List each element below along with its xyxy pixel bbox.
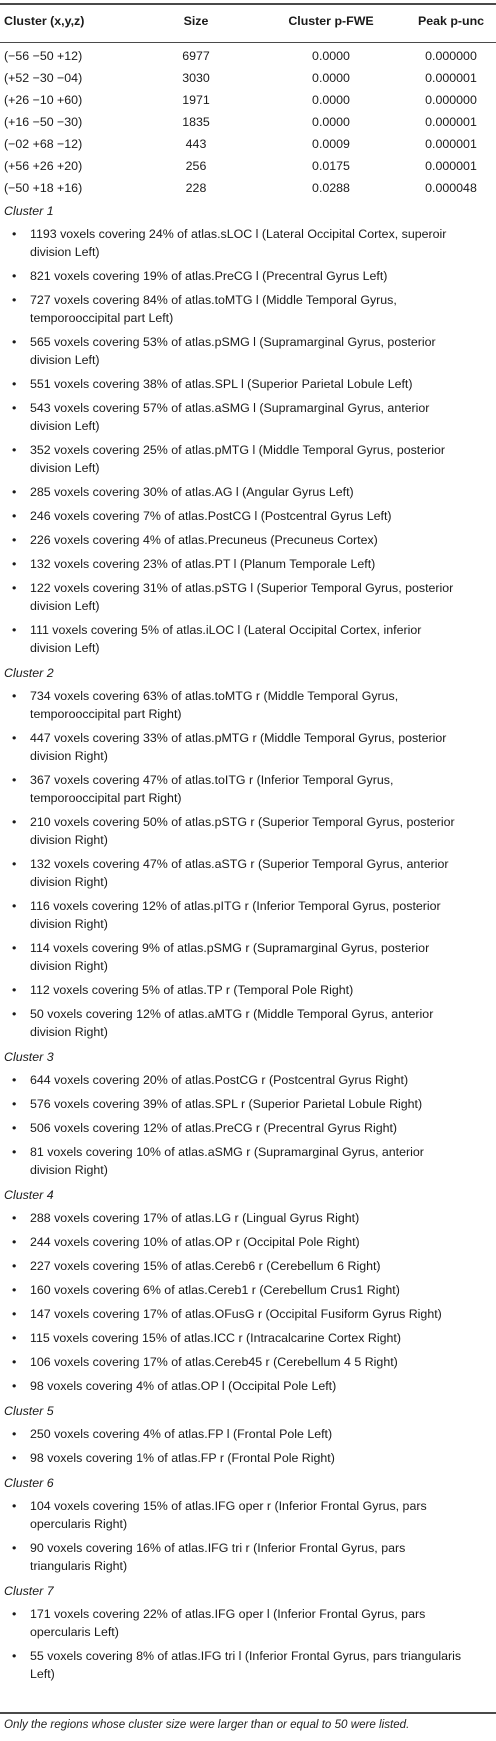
region-list-item: • 226 voxels covering 4% of atlas.Precuneus (Precuneus Cortex) [0,529,496,553]
region-list-item: • 122 voxels covering 31% of atlas.pSTG l (Superior Temporal Gyrus, posterior division Left) [0,577,496,619]
region-list-item: • 727 voxels covering 84% of atlas.toMTG l (Middle Temporal Gyrus, temporooccipital part Left) [0,289,496,331]
region-list-item: • 50 voxels covering 12% of atlas.aMTG r (Middle Temporal Gyrus, anterior division Right) [0,1003,496,1045]
cell-cluster-pfwe: 0.0000 [312,93,350,107]
region-list-item: • 116 voxels covering 12% of atlas.pITG r (Inferior Temporal Gyrus, posterior division Right) [0,895,496,937]
region-list-item: • 132 voxels covering 47% of atlas.aSTG r (Superior Temporal Gyrus, anterior division Right) [0,853,496,895]
region-list-item: • 147 voxels covering 17% of atlas.OFusG r (Occipital Fusiform Gyrus Right) [0,1303,496,1327]
region-list-item: • 132 voxels covering 23% of atlas.PT l (Planum Temporale Left) [0,553,496,577]
region-list-item: • 543 voxels covering 57% of atlas.aSMG l (Supramarginal Gyrus, anterior division Left) [0,397,496,439]
cell-peak-punc: 0.000001 [425,71,477,85]
cell-size: 228 [185,181,207,195]
cell-cluster-pfwe: 0.0000 [312,49,350,63]
region-list-item: • 447 voxels covering 33% of atlas.pMTG r (Middle Temporal Gyrus, posterior division Right) [0,727,496,769]
bottom-rule [0,1712,496,1714]
table-row [0,134,496,156]
region-list-item: • 506 voxels covering 12% of atlas.PreCG r (Precentral Gyrus Right) [0,1117,496,1141]
cell-cluster-coords: (−50 +18 +16) [4,181,83,195]
region-list-item: • 106 voxels covering 17% of atlas.Cereb45 r (Cerebellum 4 5 Right) [0,1351,496,1375]
region-list-item: • 112 voxels covering 5% of atlas.TP r (Temporal Pole Right) [0,979,496,1003]
cell-cluster-pfwe: 0.0288 [312,181,350,195]
region-list-item: • 210 voxels covering 50% of atlas.pSTG r (Superior Temporal Gyrus, posterior division Right) [0,811,496,853]
header-cluster-pfwe: Cluster p-FWE [288,14,374,28]
cell-cluster-coords: (+56 +26 +20) [4,159,83,173]
cell-peak-punc: 0.000001 [425,137,477,151]
cell-cluster-coords: (+52 −30 −04) [4,71,83,85]
table-row [0,68,496,90]
region-list-item: • 90 voxels covering 16% of atlas.IFG tri r (Inferior Frontal Gyrus, pars triangularis Right) [0,1537,496,1579]
cell-size: 443 [185,137,207,151]
header-rule [0,42,496,43]
cluster-group-title: Cluster 7 [4,1584,54,1598]
cluster-group-title: Cluster 2 [4,666,54,680]
region-list-item: • 576 voxels covering 39% of atlas.SPL r (Superior Parietal Lobule Right) [0,1093,496,1117]
region-list-item: • 250 voxels covering 4% of atlas.FP l (Frontal Pole Left) [0,1423,496,1447]
region-list-item: • 160 voxels covering 6% of atlas.Cereb1 r (Cerebellum Crus1 Right) [0,1279,496,1303]
region-list-item: • 551 voxels covering 38% of atlas.SPL l (Superior Parietal Lobule Left) [0,373,496,397]
cell-size: 1971 [182,93,210,107]
region-list-item: • 734 voxels covering 63% of atlas.toMTG r (Middle Temporal Gyrus, temporooccipital part Right) [0,685,496,727]
region-list-item: • 246 voxels covering 7% of atlas.PostCG l (Postcentral Gyrus Left) [0,505,496,529]
region-list-item: • 55 voxels covering 8% of atlas.IFG tri l (Inferior Frontal Gyrus, pars triangularis Left) [0,1645,496,1687]
table-header [0,4,496,40]
region-list-item: • 111 voxels covering 5% of atlas.iLOC l (Lateral Occipital Cortex, inferior division Left) [0,619,496,661]
region-list-item: • 98 voxels covering 1% of atlas.FP r (Frontal Pole Right) [0,1447,496,1471]
region-list-item: • 244 voxels covering 10% of atlas.OP r (Occipital Pole Right) [0,1231,496,1255]
region-list-item: • 227 voxels covering 15% of atlas.Cereb6 r (Cerebellum 6 Right) [0,1255,496,1279]
cell-cluster-pfwe: 0.0009 [312,137,350,151]
cell-peak-punc: 0.000048 [425,181,477,195]
region-list-item: • 644 voxels covering 20% of atlas.PostCG r (Postcentral Gyrus Right) [0,1069,496,1093]
region-list-item: • 821 voxels covering 19% of atlas.PreCG l (Precentral Gyrus Left) [0,265,496,289]
table-row [0,112,496,134]
region-list-item: • 285 voxels covering 30% of atlas.AG l (Angular Gyrus Left) [0,481,496,505]
cell-peak-punc: 0.000001 [425,159,477,173]
cell-size: 3030 [182,71,210,85]
header-peak-punc: Peak p-unc [417,14,485,28]
cluster-group-title: Cluster 6 [4,1476,54,1490]
cell-size: 1835 [182,115,210,129]
cluster-group-title: Cluster 5 [4,1404,54,1418]
cell-peak-punc: 0.000001 [425,115,477,129]
table-row [0,46,496,68]
cell-peak-punc: 0.000000 [425,93,477,107]
region-list-item: • 1193 voxels covering 24% of atlas.sLOC l (Lateral Occipital Cortex, superoir division Left) [0,223,496,265]
region-list-item: • 352 voxels covering 25% of atlas.pMTG l (Middle Temporal Gyrus, posterior division Left) [0,439,496,481]
cell-cluster-coords: (−56 −50 +12) [4,49,83,63]
cell-cluster-pfwe: 0.0000 [312,71,350,85]
cell-size: 6977 [182,49,210,63]
table-row [0,156,496,178]
cluster-group-title: Cluster 3 [4,1050,54,1064]
cluster-group-title: Cluster 4 [4,1188,54,1202]
summary-rows [0,46,496,200]
cluster-region-groups [0,199,496,1687]
region-list-item: • 115 voxels covering 15% of atlas.ICC r (Intracalcarine Cortex Right) [0,1327,496,1351]
cell-cluster-coords: (+16 −50 −30) [4,115,83,129]
cell-cluster-coords: (+26 −10 +60) [4,93,83,107]
table-row [0,178,496,200]
region-list-item: • 104 voxels covering 15% of atlas.IFG oper r (Inferior Frontal Gyrus, pars opercularis Right) [0,1495,496,1537]
cell-size: 256 [185,159,207,173]
header-cluster: Cluster (x,y,z) [4,14,85,28]
cell-cluster-pfwe: 0.0000 [312,115,350,129]
header-size: Size [183,14,209,28]
region-list-item: • 367 voxels covering 47% of atlas.toITG r (Inferior Temporal Gyrus, temporooccipital part Right) [0,769,496,811]
region-list-item: • 98 voxels covering 4% of atlas.OP l (Occipital Pole Left) [0,1375,496,1399]
cell-cluster-pfwe: 0.0175 [312,159,350,173]
region-list-item: • 114 voxels covering 9% of atlas.pSMG r (Supramarginal Gyrus, posterior division Right) [0,937,496,979]
region-list-item: • 81 voxels covering 10% of atlas.aSMG r (Supramarginal Gyrus, anterior division Right) [0,1141,496,1183]
region-list-item: • 288 voxels covering 17% of atlas.LG r (Lingual Gyrus Right) [0,1207,496,1231]
region-list-item: • 565 voxels covering 53% of atlas.pSMG l (Supramarginal Gyrus, posterior division Left) [0,331,496,373]
table-row [0,90,496,112]
cell-cluster-coords: (−02 +68 −12) [4,137,83,151]
region-list-item: • 171 voxels covering 22% of atlas.IFG oper l (Inferior Frontal Gyrus, pars opercularis Left) [0,1603,496,1645]
cell-peak-punc: 0.000000 [425,49,477,63]
cluster-group-title: Cluster 1 [4,204,54,218]
table-footnote: Only the regions whose cluster size were larger than or equal to 50 were listed. [4,1718,410,1731]
